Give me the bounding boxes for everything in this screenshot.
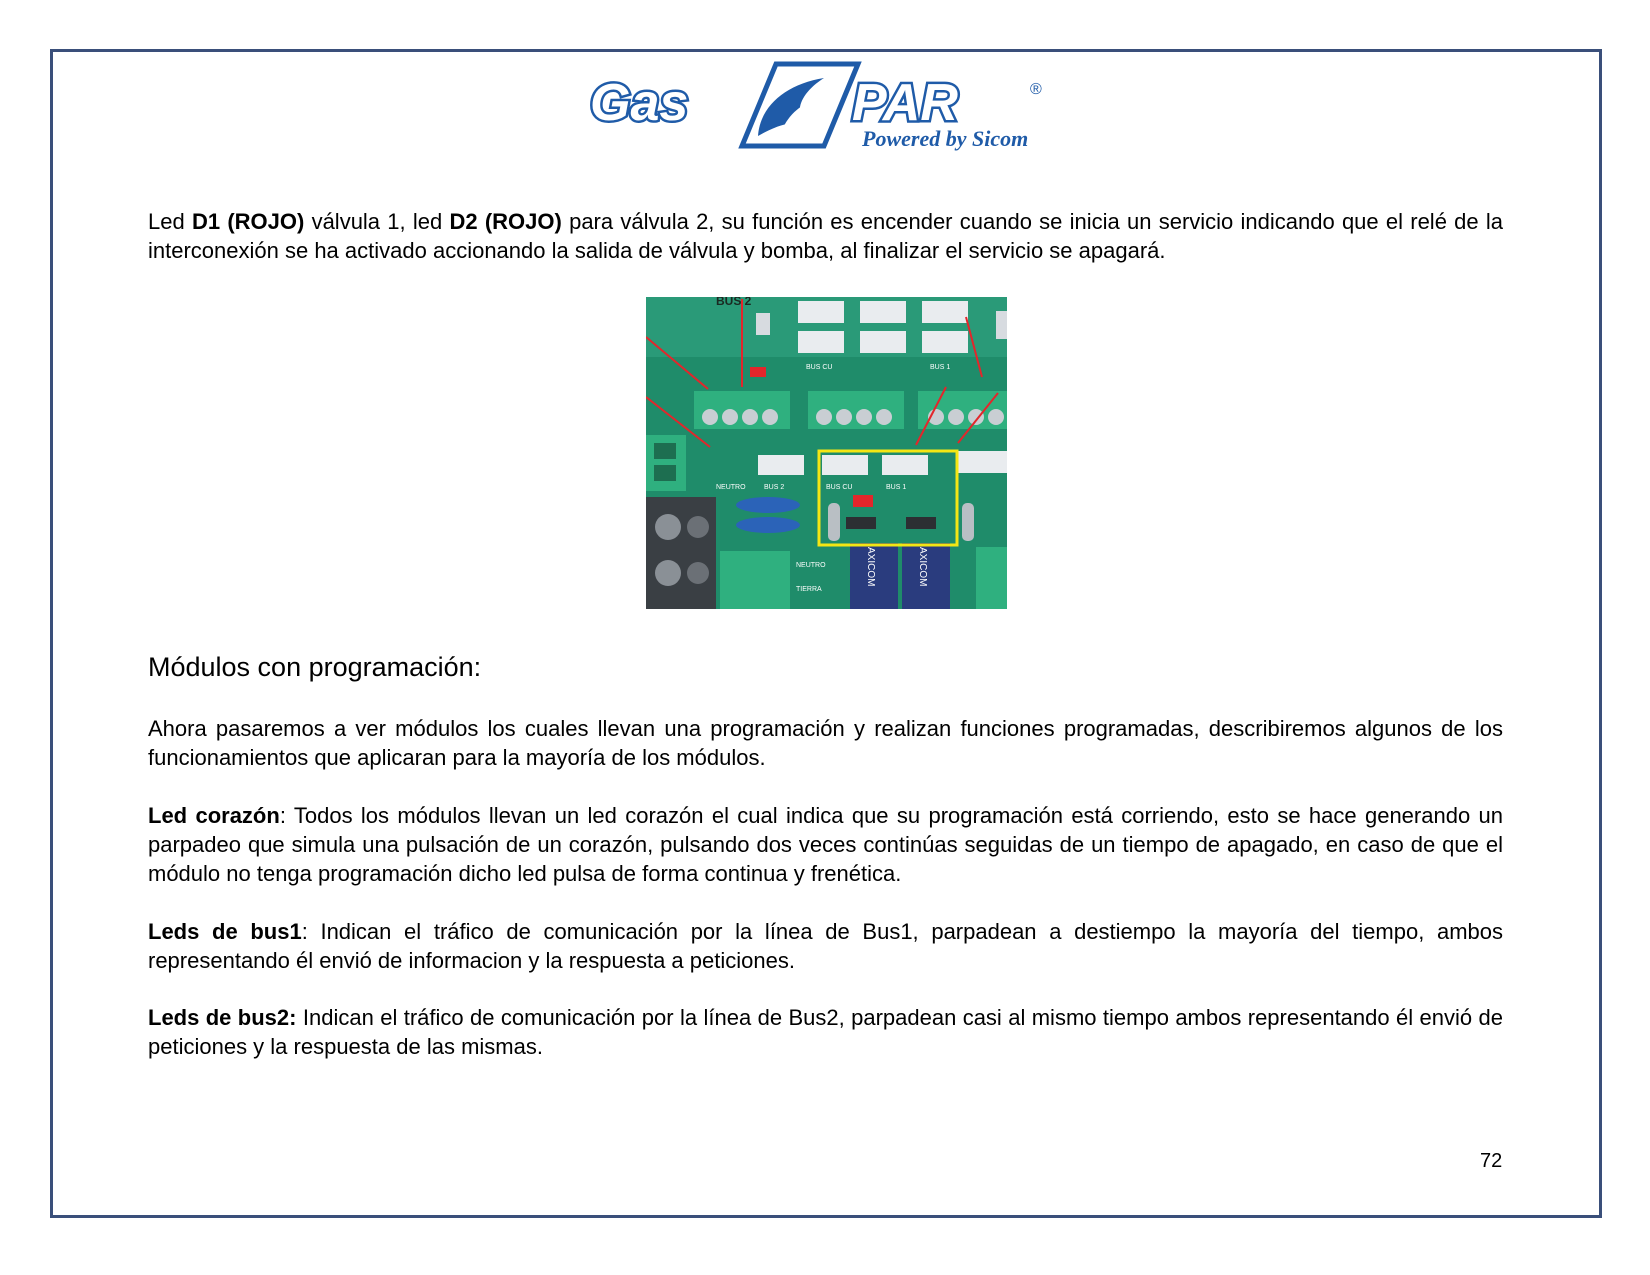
led-d1 [853, 495, 873, 507]
intro-text-1: Led [148, 209, 192, 234]
section-intro-paragraph: Ahora pasaremos a ver módulos los cuales llevan una programación y realizan funciones programadas, describiremos algunos de los funcionamientos que aplicaran para la mayoría de los módulos. [148, 716, 1503, 770]
section-heading: Módulos con programación: [148, 652, 482, 682]
label-bus-cu-b: BUS CU [826, 484, 853, 491]
label-relay-a: AXICOM [865, 547, 876, 587]
registered-mark: ® [1030, 81, 1042, 98]
led-corazon-paragraph [148, 801, 1503, 888]
label-neutro-a: NEUTRO [716, 484, 746, 491]
circuit-board-photo [646, 297, 1007, 609]
intro-text-3: para válvula 2, su función es encender cuando se inicia un servicio indicando que el relé de la interconexión se ha activado accionando la salida de válvula y bomba, al finalizar el servicio se apagará. [148, 209, 1503, 263]
label-bus2-top: BUS 2 [716, 297, 752, 308]
label-relay-b: AXICOM [917, 547, 928, 587]
intro-paragraph [148, 207, 1503, 265]
leds-bus2-text: Indican el tráfico de comunicación por la línea de Bus2, parpadean casi al mismo tiempo ambos representando él envió de peticiones y la respuesta de las mismas. [148, 1005, 1503, 1059]
label-bus-cu-a: BUS CU [806, 364, 833, 371]
leds-bus1-text: : Indican el tráfico de comunicación por la línea de Bus1, parpadean a destiempo la mayoría del tiempo, ambos representando él envió de informacion y la respuesta a peticiones. [148, 919, 1503, 973]
led-corazon-term: Led corazón [148, 803, 280, 828]
intro-text-2: válvula 1, led [304, 209, 450, 234]
logo-text-gas: Gas [590, 74, 689, 132]
logo-text-par: PAR [852, 74, 958, 132]
leds-bus2-term: Leds de bus2: [148, 1005, 297, 1030]
led-corazon-text: : Todos los módulos llevan un led corazón el cual indica que su programación está corriendo, esto se hace generando un parpadeo que simula una pulsación de un corazón, pulsando dos veces continúas seguidas de un tiempo de apagado, en caso de que el módulo no tenga programación dicho led pulsa de forma continua y frenética. [148, 803, 1503, 886]
gaspar-logo [590, 58, 1060, 158]
leds-bus1-term: Leds de bus1 [148, 919, 302, 944]
led-d2-label: D2 (ROJO) [449, 209, 562, 234]
leds-bus2-paragraph [148, 1003, 1503, 1061]
logo-tagline: Powered by Sicom [862, 126, 1029, 151]
label-bus2-a: BUS 2 [764, 484, 785, 491]
led-d2 [750, 367, 766, 377]
label-bus1-b: BUS 1 [886, 484, 907, 491]
label-tierra: TIERRA [796, 586, 822, 593]
label-neutro-b: NEUTRO [796, 562, 826, 569]
led-d1-label: D1 (ROJO) [191, 209, 305, 234]
label-bus1-a: BUS 1 [930, 364, 951, 371]
leds-bus1-paragraph [148, 917, 1503, 975]
page-number: 72 [1480, 1150, 1503, 1172]
